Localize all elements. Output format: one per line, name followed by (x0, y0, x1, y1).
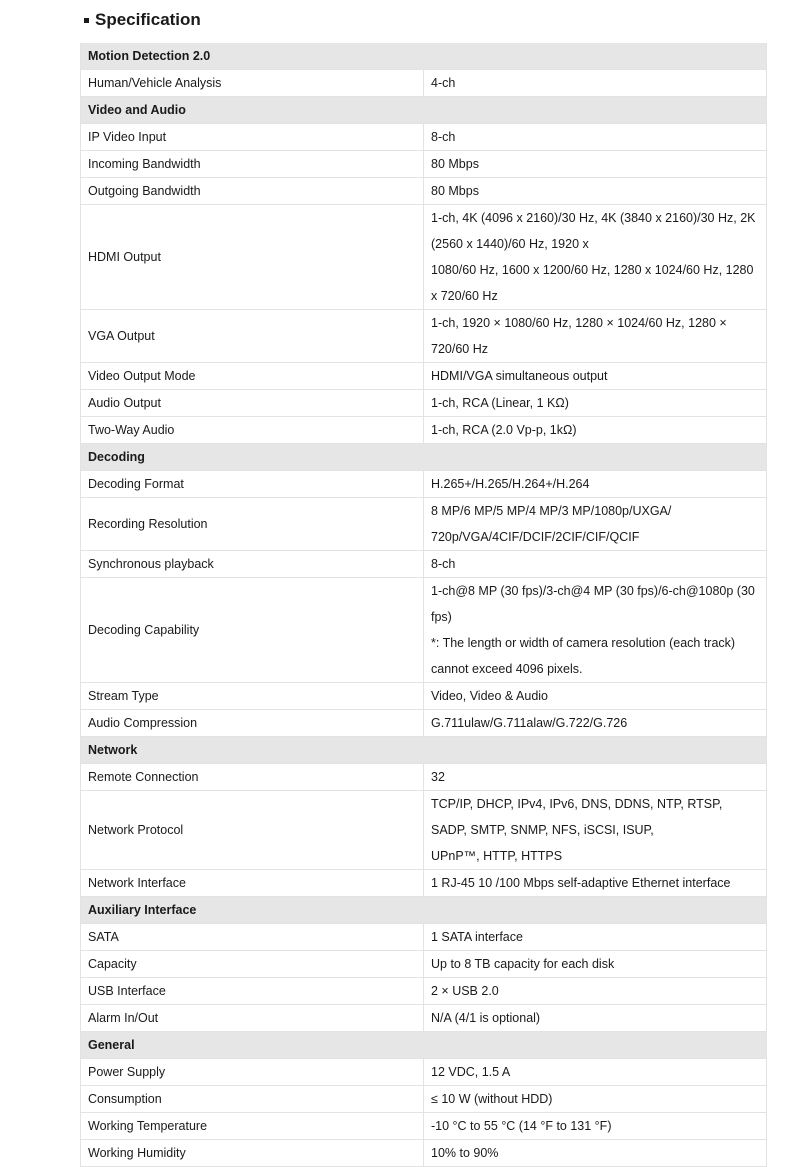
spec-value-line: 1-ch, 1920 × 1080/60 Hz, 1280 × 1024/60 Hz, 1280 × 720/60 Hz (431, 316, 727, 356)
spec-value-line: Video, Video & Audio (431, 689, 548, 703)
spec-label: Stream Type (81, 683, 424, 710)
section-title: Network (81, 737, 767, 764)
spec-value-line: 1-ch, 4K (4096 x 2160)/30 Hz, 4K (3840 x 2160)/30 Hz, 2K (2560 x 1440)/60 Hz, 1920 x (431, 211, 756, 251)
spec-value-line: 8-ch (431, 130, 456, 144)
section-title: Auxiliary Interface (81, 897, 767, 924)
spec-row (81, 151, 767, 178)
spec-row (81, 1113, 767, 1140)
spec-value (424, 1140, 767, 1167)
specification-table-body (81, 43, 767, 1167)
spec-value (424, 764, 767, 791)
spec-value (424, 390, 767, 417)
spec-value (424, 1086, 767, 1113)
spec-label: Network Protocol (81, 791, 424, 870)
spec-value (424, 1113, 767, 1140)
spec-value (424, 124, 767, 151)
spec-label: Decoding Capability (81, 578, 424, 683)
spec-value-line: -10 °C to 55 °C (14 °F to 131 °F) (431, 1119, 612, 1133)
spec-value-line: N/A (4/1 is optional) (431, 1011, 541, 1025)
spec-row (81, 124, 767, 151)
spec-row (81, 951, 767, 978)
spec-label: Remote Connection (81, 764, 424, 791)
spec-value (424, 310, 767, 363)
spec-label: Audio Compression (81, 710, 424, 737)
section-title: Decoding (81, 444, 767, 471)
spec-value (424, 551, 767, 578)
spec-label: USB Interface (81, 978, 424, 1005)
spec-row (81, 1005, 767, 1032)
spec-value-line: 1-ch@8 MP (30 fps)/3-ch@4 MP (30 fps)/6-ch@1080p (30 fps) (431, 584, 755, 624)
spec-value-line: UPnP™, HTTP, HTTPS (431, 849, 563, 863)
spec-row (81, 310, 767, 363)
spec-value-line: Up to 8 TB capacity for each disk (431, 957, 615, 971)
spec-value-line: 80 Mbps (431, 184, 479, 198)
spec-label: Audio Output (81, 390, 424, 417)
spec-row (81, 578, 767, 683)
spec-value-line: 8-ch (431, 557, 456, 571)
spec-label: Power Supply (81, 1059, 424, 1086)
spec-value-line: TCP/IP, DHCP, IPv4, IPv6, DNS, DDNS, NTP, RTSP, SADP, SMTP, SNMP, NFS, iSCSI, ISUP, (431, 797, 723, 837)
section-header-row (81, 97, 767, 124)
spec-label: Working Humidity (81, 1140, 424, 1167)
section-title: Video and Audio (81, 97, 767, 124)
spec-value (424, 710, 767, 737)
spec-value (424, 151, 767, 178)
spec-value (424, 578, 767, 683)
spec-row (81, 978, 767, 1005)
section-title: General (81, 1032, 767, 1059)
page-title (84, 10, 201, 30)
spec-value-line: 1080/60 Hz, 1600 x 1200/60 Hz, 1280 x 1024/60 Hz, 1280 x 720/60 Hz (431, 263, 754, 303)
spec-value-line: 1 SATA interface (431, 930, 523, 944)
spec-label: Human/Vehicle Analysis (81, 70, 424, 97)
spec-row (81, 764, 767, 791)
spec-row (81, 1086, 767, 1113)
spec-value-line: 80 Mbps (431, 157, 479, 171)
spec-value-line: 8 MP/6 MP/5 MP/4 MP/3 MP/1080p/UXGA/ 720p/VGA/4CIF/DCIF/2CIF/CIF/QCIF (431, 504, 672, 544)
spec-value (424, 683, 767, 710)
spec-row (81, 205, 767, 310)
section-header-row (81, 1032, 767, 1059)
spec-value (424, 205, 767, 310)
spec-label: IP Video Input (81, 124, 424, 151)
spec-row (81, 791, 767, 870)
section-header-row (81, 897, 767, 924)
spec-row (81, 1059, 767, 1086)
spec-label: Network Interface (81, 870, 424, 897)
spec-value-line: H.265+/H.265/H.264+/H.264 (431, 477, 590, 491)
section-header-row (81, 444, 767, 471)
spec-value-line: 10% to 90% (431, 1146, 499, 1160)
spec-label: SATA (81, 924, 424, 951)
spec-row (81, 683, 767, 710)
spec-row (81, 924, 767, 951)
spec-value (424, 1059, 767, 1086)
spec-row (81, 70, 767, 97)
spec-row (81, 471, 767, 498)
spec-value (424, 70, 767, 97)
spec-value (424, 951, 767, 978)
spec-value (424, 924, 767, 951)
spec-value-line: 1-ch, RCA (2.0 Vp-p, 1kΩ) (431, 423, 577, 437)
spec-row (81, 870, 767, 897)
spec-label: Video Output Mode (81, 363, 424, 390)
page-title-text: Specification (95, 10, 201, 29)
specification-table (80, 43, 767, 1167)
spec-value-line: 1 RJ-45 10 /100 Mbps self-adaptive Ethernet interface (431, 876, 731, 890)
section-title: Motion Detection 2.0 (81, 43, 767, 70)
spec-label: Recording Resolution (81, 498, 424, 551)
spec-value-line: G.711ulaw/G.711alaw/G.722/G.726 (431, 716, 628, 730)
spec-row (81, 710, 767, 737)
spec-row (81, 498, 767, 551)
spec-value (424, 178, 767, 205)
spec-value (424, 417, 767, 444)
spec-label: Two-Way Audio (81, 417, 424, 444)
spec-row (81, 390, 767, 417)
spec-row (81, 363, 767, 390)
spec-value (424, 870, 767, 897)
spec-value (424, 498, 767, 551)
spec-label: Capacity (81, 951, 424, 978)
spec-row (81, 178, 767, 205)
spec-value (424, 1005, 767, 1032)
spec-label: Synchronous playback (81, 551, 424, 578)
spec-label: HDMI Output (81, 205, 424, 310)
spec-value-line: ≤ 10 W (without HDD) (431, 1092, 553, 1106)
spec-label: VGA Output (81, 310, 424, 363)
spec-row (81, 551, 767, 578)
spec-value-line: 1-ch, RCA (Linear, 1 KΩ) (431, 396, 569, 410)
spec-value-line: 2 × USB 2.0 (431, 984, 499, 998)
spec-value-line: 32 (431, 770, 445, 784)
spec-label: Consumption (81, 1086, 424, 1113)
spec-label: Outgoing Bandwidth (81, 178, 424, 205)
section-header-row (81, 43, 767, 70)
spec-value-line: HDMI/VGA simultaneous output (431, 369, 608, 383)
section-header-row (81, 737, 767, 764)
spec-value (424, 978, 767, 1005)
spec-value-line: 4-ch (431, 76, 456, 90)
spec-value (424, 363, 767, 390)
spec-value-line: *: The length or width of camera resolution (each track) cannot exceed 4096 pixels. (431, 636, 736, 676)
spec-label: Alarm In/Out (81, 1005, 424, 1032)
spec-label: Working Temperature (81, 1113, 424, 1140)
spec-label: Incoming Bandwidth (81, 151, 424, 178)
spec-label: Decoding Format (81, 471, 424, 498)
square-bullet-icon (84, 18, 89, 23)
spec-value-line: 12 VDC, 1.5 A (431, 1065, 511, 1079)
spec-row (81, 417, 767, 444)
spec-row (81, 1140, 767, 1167)
spec-value (424, 471, 767, 498)
spec-value (424, 791, 767, 870)
